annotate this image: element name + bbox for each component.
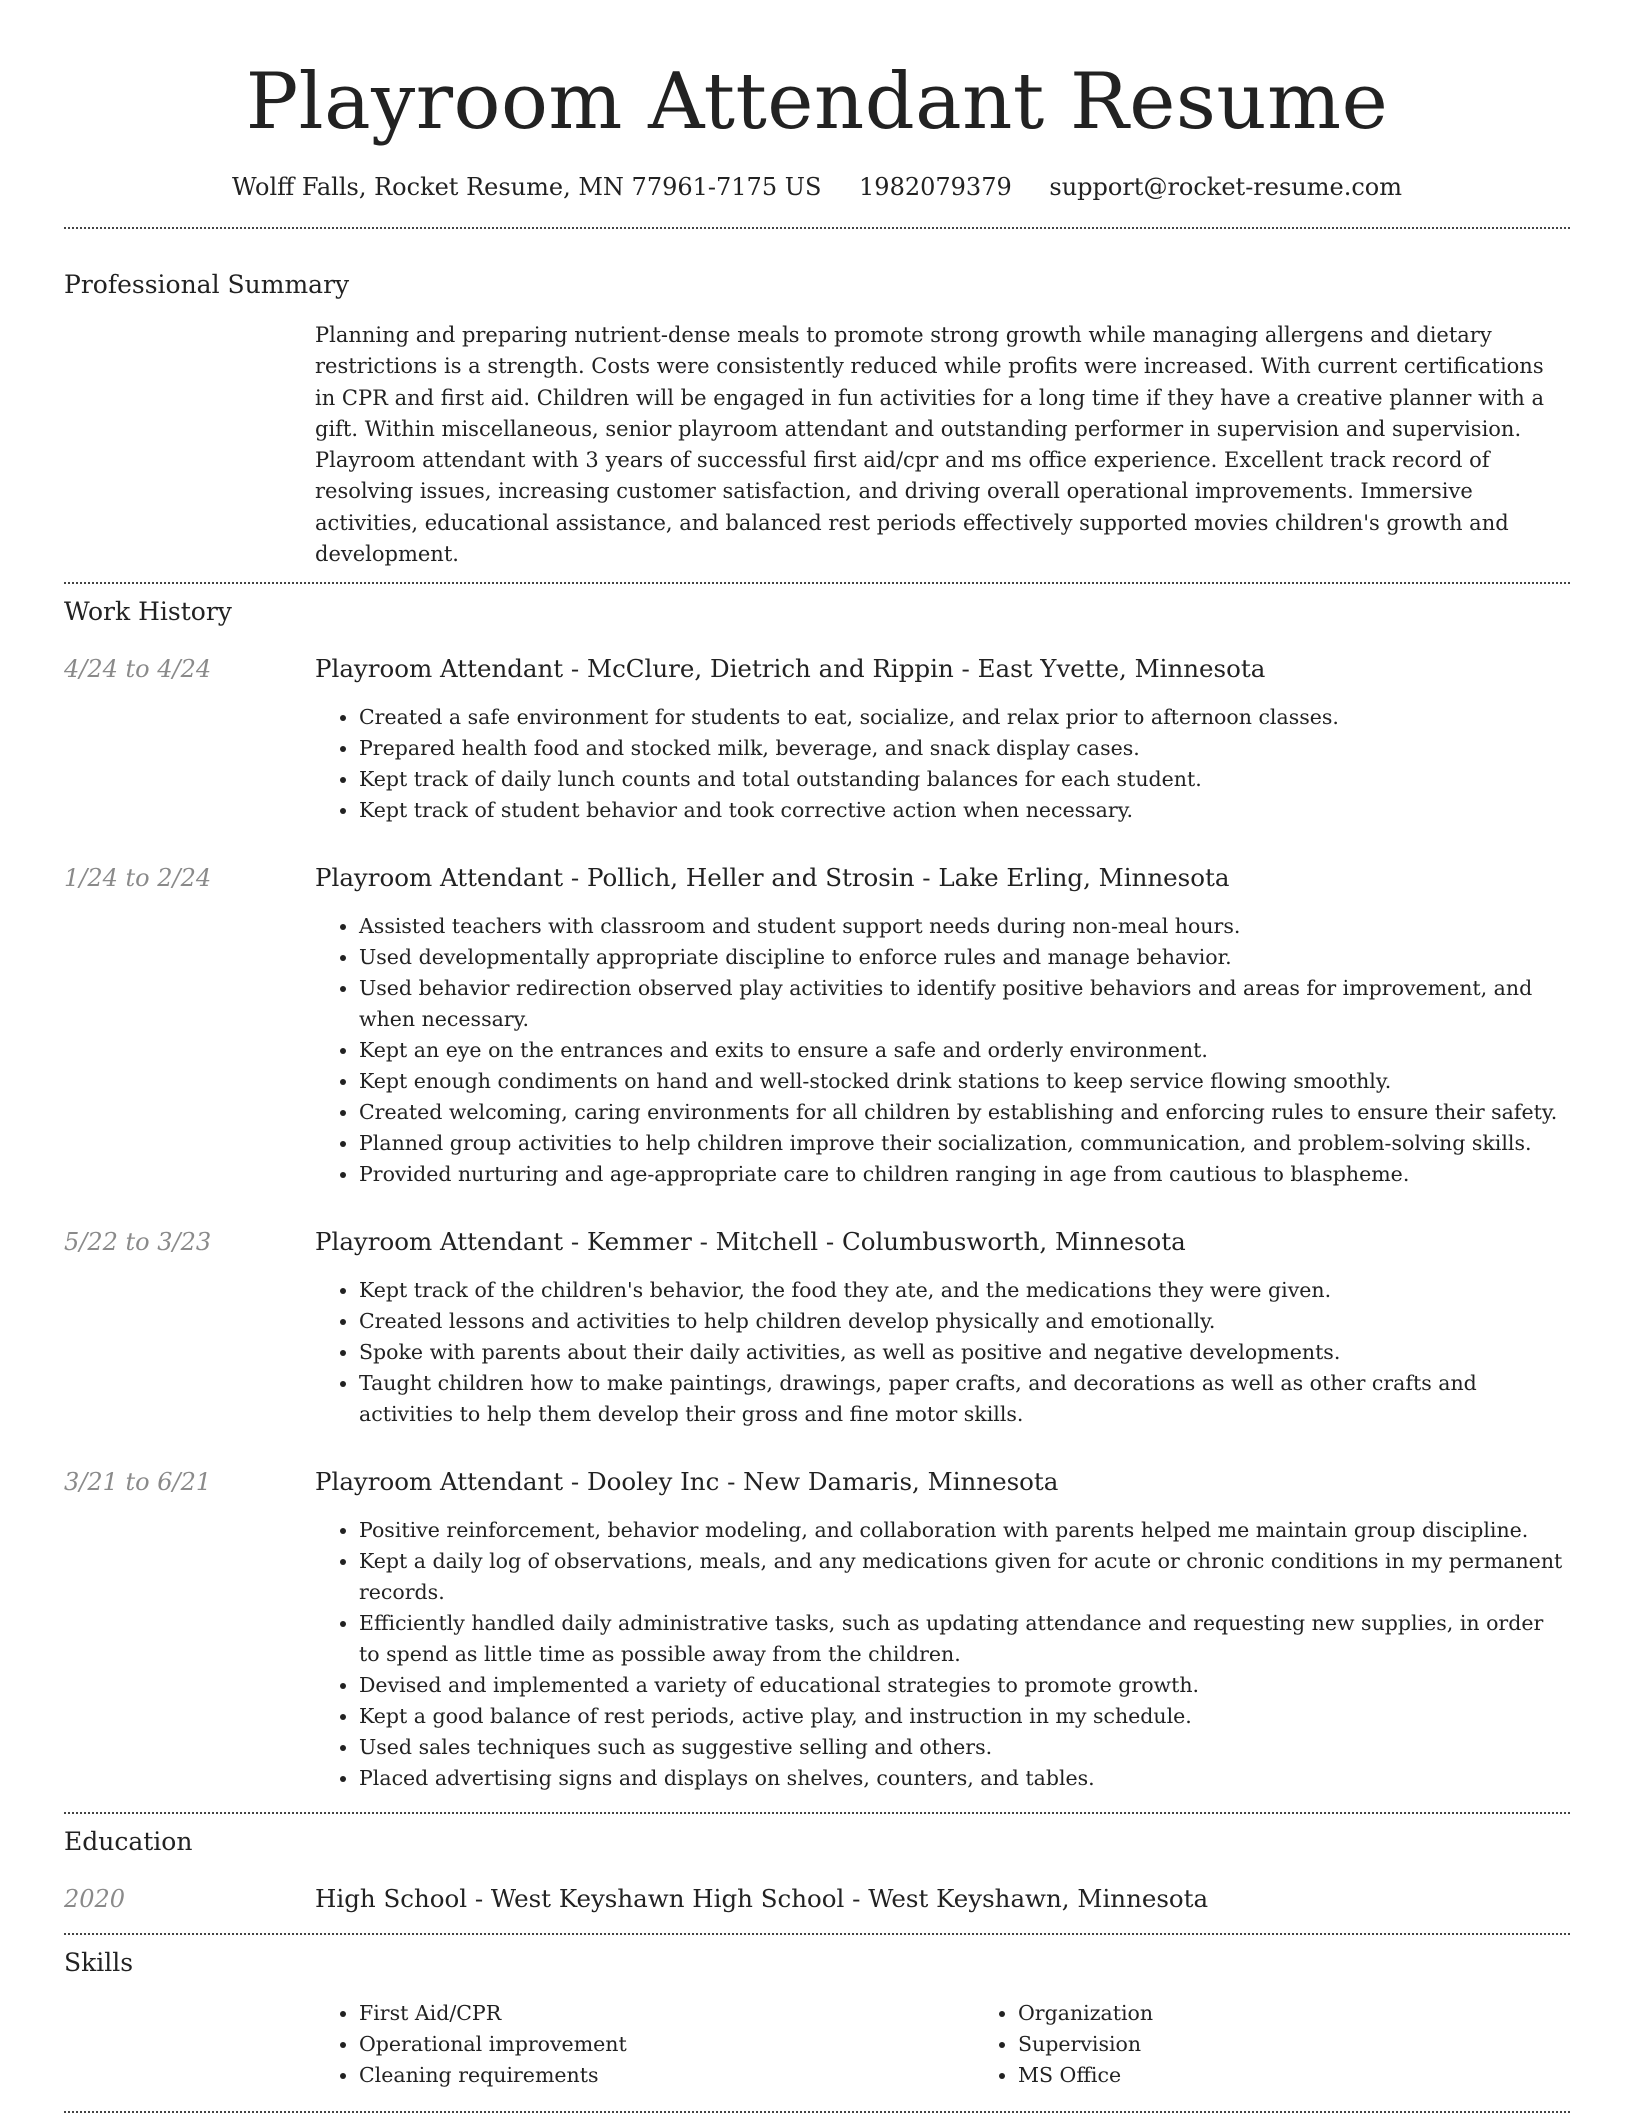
skills-heading: Skills (64, 1948, 134, 1978)
education-section (64, 1814, 1570, 1915)
list-item: • Cleaning requirements (359, 2060, 974, 2091)
skills-column-2 (974, 1998, 1632, 2091)
list-item: • Efficiently handled daily administrative tasks, such as updating attendance and requesting new supplies, in order to spend as little time as possible away from the children. (359, 1608, 1570, 1670)
list-item: • Used sales techniques such as suggestive selling and others. (359, 1732, 1570, 1763)
contact-phone: 1982079379 (859, 173, 1012, 201)
list-item: • Devised and implemented a variety of educational strategies to promote growth. (359, 1670, 1570, 1701)
summary-heading: Professional Summary (64, 270, 350, 299)
work-history-heading: Work History (64, 597, 232, 627)
summary-text: Planning and preparing nutrient-dense meals to promote strong growth while managing allergens and dietary restrictions is a strength. Costs were consistently reduced while profits were increased. With current certifications in CPR and first aid. Children will be engaged in fun activities for a long time if they have a creative planner with a gift. Within miscellaneous, senior playroom attendant and outstanding performer in supervision and supervision. Playroom attendant with 3 years of successful first aid/cpr and ms office experience. Excellent track record of resolving issues, increasing customer satisfaction, and driving overall operational improvements. Immersive activities, educational assistance, and balanced rest periods effectively supported movies children's growth and development. (315, 323, 1544, 567)
list-item: • Used behavior redirection observed play activities to identify positive behaviors and areas for improvement, and when necessary. (359, 973, 1570, 1035)
list-item: • Planned group activities to help children improve their socialization, communication, and problem-solving skills. (359, 1128, 1570, 1159)
contact-address: Wolff Falls, Rocket Resume, MN 77961-7175 US (232, 173, 822, 201)
education-entry (64, 1883, 1570, 1915)
job-title: Playroom Attendant - Kemmer - Mitchell - Columbusworth, Minnesota (315, 1227, 1186, 1257)
list-item: • Kept track of student behavior and took corrective action when necessary. (359, 795, 1570, 826)
job-bullets (315, 1275, 1570, 1430)
job-title: Playroom Attendant - McClure, Dietrich and Rippin - East Yvette, Minnesota (315, 654, 1266, 684)
job-bullets (315, 1515, 1570, 1794)
list-item: • Created welcoming, caring environments for all children by establishing and enforcing rules to ensure their safety. (359, 1097, 1570, 1128)
job-dates: 4/24 to 4/24 (64, 655, 212, 684)
list-item: • Spoke with parents about their daily activities, as well as positive and negative developments. (359, 1337, 1570, 1368)
contact-line (64, 170, 1570, 204)
job-bullets (315, 702, 1570, 826)
job-bullets (315, 911, 1570, 1190)
list-item: • MS Office (1018, 2060, 1632, 2091)
education-year: 2020 (64, 1885, 126, 1914)
education-detail: High School - West Keyshawn High School - West Keyshawn, Minnesota (315, 1884, 1209, 1914)
list-item: • Created a safe environment for students to eat, socialize, and relax prior to afternoon classes. (359, 702, 1570, 733)
list-item: • Kept track of the children's behavior, the food they ate, and the medications they were given. (359, 1275, 1570, 1306)
list-item: • Kept an eye on the entrances and exits to ensure a safe and orderly environment. (359, 1035, 1570, 1066)
job-title: Playroom Attendant - Pollich, Heller and Strosin - Lake Erling, Minnesota (315, 863, 1230, 893)
list-item: • Assisted teachers with classroom and student support needs during non-meal hours. (359, 911, 1570, 942)
work-history-section (64, 584, 1570, 1794)
summary-section (64, 229, 1570, 570)
list-item: • Kept a daily log of observations, meals, and any medications given for acute or chronic conditions in my permanent records. (359, 1546, 1570, 1608)
list-item: • Provided nurturing and age-appropriate care to children ranging in age from cautious to blaspheme. (359, 1159, 1570, 1190)
job-entry (64, 653, 1570, 826)
skills-list (315, 1998, 1632, 2091)
job-entry (64, 1226, 1570, 1430)
list-item: • Kept a good balance of rest periods, active play, and instruction in my schedule. (359, 1701, 1570, 1732)
list-item: • Created lessons and activities to help children develop physically and emotionally. (359, 1306, 1570, 1337)
list-item: • Prepared health food and stocked milk, beverage, and snack display cases. (359, 733, 1570, 764)
skills-column-1 (315, 1998, 974, 2091)
list-item: • Operational improvement (359, 2029, 974, 2060)
job-entry (64, 862, 1570, 1190)
job-dates: 1/24 to 2/24 (64, 864, 212, 893)
list-item: • Supervision (1018, 2029, 1632, 2060)
skills-section (64, 1935, 1570, 2091)
resume-title: Playroom Attendant Resume (245, 57, 1389, 147)
job-entry (64, 1466, 1570, 1794)
list-item: • Organization (1018, 1998, 1632, 2029)
list-item: • First Aid/CPR (359, 1998, 974, 2029)
job-dates: 3/21 to 6/21 (64, 1468, 212, 1497)
resume-page (64, 0, 1570, 2113)
job-dates: 5/22 to 3/23 (64, 1228, 212, 1257)
list-item: • Kept track of daily lunch counts and total outstanding balances for each student. (359, 764, 1570, 795)
education-heading: Education (64, 1827, 193, 1857)
list-item: • Positive reinforcement, behavior modeling, and collaboration with parents helped me maintain group discipline. (359, 1515, 1570, 1546)
list-item: • Taught children how to make paintings, drawings, paper crafts, and decorations as well as other crafts and activities to help them develop their gross and fine motor skills. (359, 1368, 1570, 1430)
list-item: • Used developmentally appropriate discipline to enforce rules and manage behavior. (359, 942, 1570, 973)
job-title: Playroom Attendant - Dooley Inc - New Damaris, Minnesota (315, 1467, 1059, 1497)
contact-email: support@rocket-resume.com (1049, 173, 1402, 201)
list-item: • Placed advertising signs and displays on shelves, counters, and tables. (359, 1763, 1570, 1794)
list-item: • Kept enough condiments on hand and well-stocked drink stations to keep service flowing smoothly. (359, 1066, 1570, 1097)
